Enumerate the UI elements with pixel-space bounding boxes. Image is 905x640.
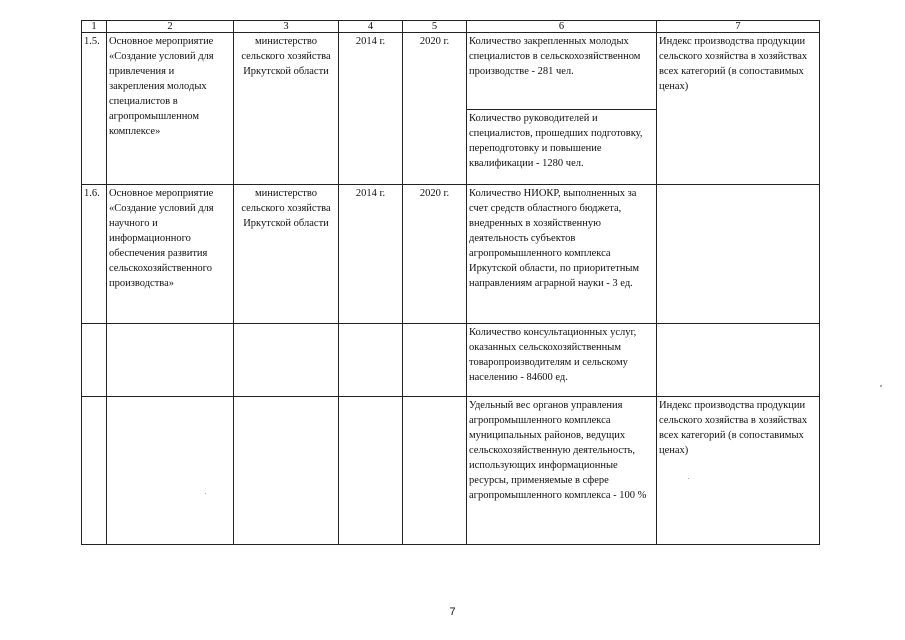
empty-cell xyxy=(234,324,339,397)
column-number: 7 xyxy=(657,21,820,33)
start-year-cell: 2014 г. xyxy=(339,185,403,324)
indicator-cell: Удельный вес органов управления агропромышленного комплекса муниципальных районов, ведущих сельскохозяйственную деятельность, использующих информационные ресурсы, применяемые в сфере агропромышленного комплекса - 100 % xyxy=(467,397,657,545)
end-year-cell: 2020 г. xyxy=(403,185,467,324)
link-indicator-cell: Индекс производства продукции сельского хозяйства в хозяйствах всех категорий (в сопоставимых ценах) xyxy=(657,33,820,185)
page-number: 7 xyxy=(449,606,456,618)
link-indicator-cell: Индекс производства продукции сельского хозяйства в хозяйствах всех категорий (в сопоставимых ценах) xyxy=(657,397,820,545)
table-row xyxy=(82,33,820,110)
scan-speck xyxy=(880,385,882,387)
indicator-cell: Количество НИОКР, выполненных за счет средств областного бюджета, внедренных в хозяйственную деятельность субъектов агропромышленного комплекса Иркутской области, по приоритетным направлениям аграрной науки - 3 ед. xyxy=(467,185,657,324)
row-number-cell: 1.6. xyxy=(82,185,107,324)
measure-name-cell: Основное мероприятие «Создание условий для научного и информационного обеспечения развития сельскохозяйственного производства» xyxy=(107,185,234,324)
indicator-cell: Количество консультационных услуг, оказанных сельскохозяйственным товаропроизводителям и сельскому населению - 84600 ед. xyxy=(467,324,657,397)
table-row xyxy=(82,324,820,397)
column-number: 1 xyxy=(82,21,107,33)
empty-cell xyxy=(403,397,467,545)
empty-cell xyxy=(403,324,467,397)
link-indicator-cell xyxy=(657,185,820,324)
empty-cell xyxy=(339,397,403,545)
column-number: 3 xyxy=(234,21,339,33)
measure-name-cell: Основное мероприятие «Создание условий для привлечения и закрепления молодых специалистов в агропромышленном комплексе» xyxy=(107,33,234,185)
column-number: 5 xyxy=(403,21,467,33)
indicator-cell: Количество закрепленных молодых специалистов в сельскохозяйственном производстве - 281 чел. xyxy=(467,33,657,110)
table-row xyxy=(82,185,820,324)
empty-cell xyxy=(234,397,339,545)
empty-cell xyxy=(107,397,234,545)
empty-cell xyxy=(82,324,107,397)
scan-speck xyxy=(205,493,206,494)
indicator-cell: Количество руководителей и специалистов, прошедших подготовку, переподготовку и повышение квалификации - 1280 чел. xyxy=(467,110,657,185)
executor-cell: министерство сельского хозяйства Иркутской области xyxy=(234,33,339,185)
end-year-cell: 2020 г. xyxy=(403,33,467,185)
empty-cell xyxy=(82,397,107,545)
link-indicator-cell xyxy=(657,324,820,397)
scan-speck xyxy=(688,478,689,479)
column-number: 2 xyxy=(107,21,234,33)
empty-cell xyxy=(107,324,234,397)
column-number: 4 xyxy=(339,21,403,33)
column-number-row xyxy=(82,21,820,33)
start-year-cell: 2014 г. xyxy=(339,33,403,185)
column-number: 6 xyxy=(467,21,657,33)
empty-cell xyxy=(339,324,403,397)
executor-cell: министерство сельского хозяйства Иркутской области xyxy=(234,185,339,324)
row-number-cell: 1.5. xyxy=(82,33,107,185)
program-measures-table xyxy=(81,20,820,545)
table-row xyxy=(82,397,820,545)
